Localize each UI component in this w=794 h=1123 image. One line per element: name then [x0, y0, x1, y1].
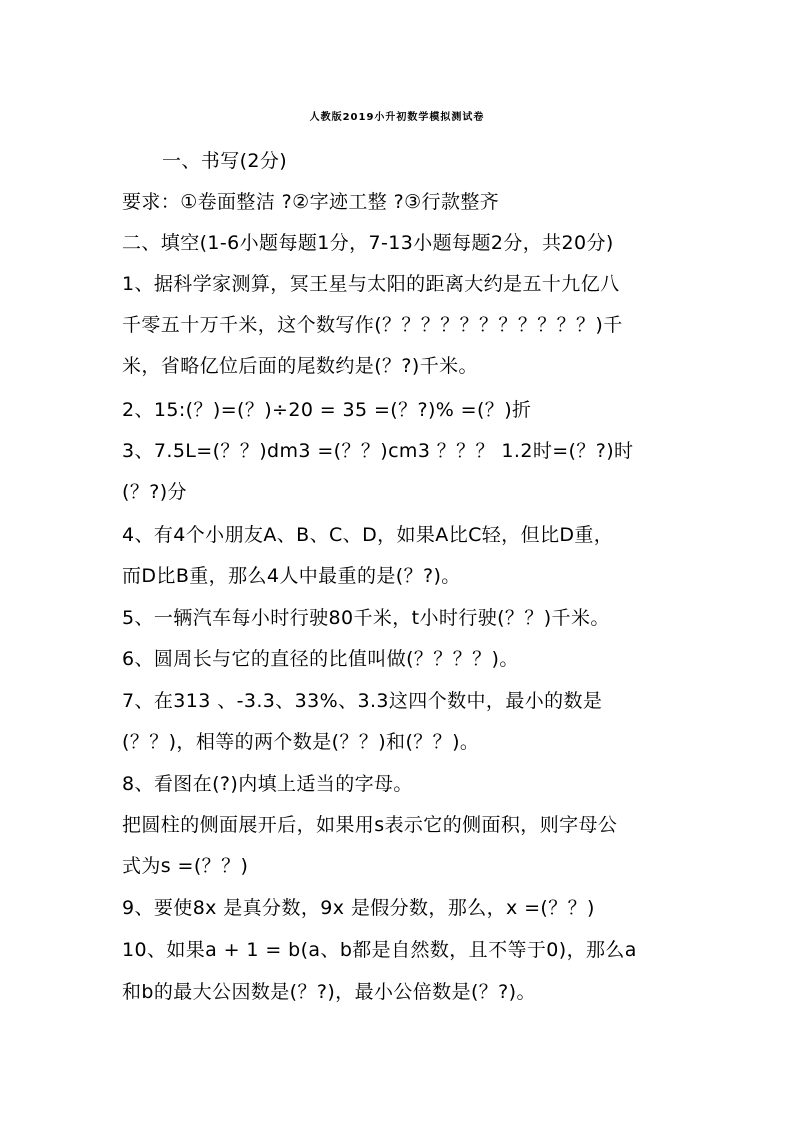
question-8-line-2: 把圆柱的侧面展开后，如果用s表示它的侧面积，则字母公	[122, 814, 618, 836]
question-1-line-3: 米，省略亿位后面的尾数约是(？?)千米。	[122, 355, 478, 377]
question-7-line-1: 7、在313 、-3.3、33%、3.3这四个数中，最小的数是	[122, 690, 603, 712]
question-9: 9、要使8x 是真分数，9x 是假分数，那么，x =(？？)	[122, 897, 595, 919]
question-4-line-1: 4、有4个小朋友A、B、C、D，如果A比C轻，但比D重，	[122, 524, 614, 546]
question-8-line-1: 8、看图在(?)内填上适当的字母。	[122, 773, 413, 795]
writing-requirements: 要求：①卷面整洁 ?②字迹工整 ?③行款整齐	[122, 191, 500, 213]
question-10-line-2: 和b的最大公因数是(？?)，最小公倍数是(？?)。	[122, 981, 536, 1003]
question-7-line-2: (？？)，相等的两个数是(？？)和(？？)。	[122, 731, 480, 753]
section-writing-heading: 一、书写(2分)	[162, 150, 288, 172]
question-4-line-2: 而D比B重，那么4人中最重的是(？?)。	[122, 565, 461, 587]
question-8-line-3: 式为s =(？？)	[122, 855, 249, 877]
document-title: 人教版2019小升初数学模拟测试卷	[309, 112, 485, 123]
question-1-line-1: 1、据科学家测算，冥王星与太阳的距离大约是五十九亿八	[122, 273, 620, 295]
question-1-line-2: 千零五十万千米，这个数写作(？？？？？？？？？？？)千	[122, 314, 623, 336]
question-2: 2、15:(？)=(？)÷20 = 35 =(？?)% =(？)折	[122, 399, 532, 421]
question-5: 5、一辆汽车每小时行驶80千米，t小时行驶(？？)千米。	[122, 607, 610, 629]
question-6: 6、圆周长与它的直径的比值叫做(？？？？)。	[122, 648, 519, 670]
section-fill-blank-heading: 二、填空(1-6小题每题1分，7-13小题每题2分，共20分)	[122, 232, 614, 254]
question-3-line-2: (？?)分	[122, 481, 187, 503]
question-3-line-1: 3、7.5L=(？？)dm3 =(？？)cm3 ？？？ 1.2时=(？?)时	[122, 440, 634, 462]
question-10-line-1: 10、如果a + 1 = b(a、b都是自然数，且不等于0)，那么a	[122, 939, 637, 961]
